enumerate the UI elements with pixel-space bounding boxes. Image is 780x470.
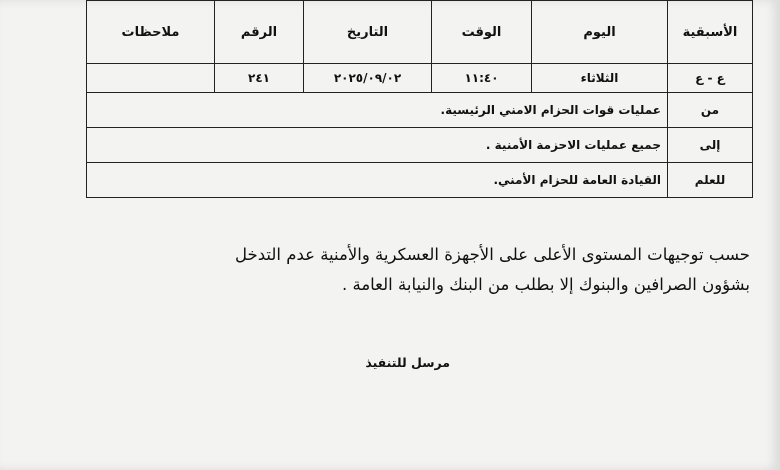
- to-row: [87, 128, 753, 163]
- cc-label: للعلم: [668, 163, 753, 198]
- routing-table: [86, 0, 753, 198]
- from-value: عمليات قوات الحزام الامني الرئيسية.: [87, 93, 668, 128]
- table-values-row: [87, 64, 753, 93]
- date-header: التاريخ: [304, 1, 432, 64]
- time-header: الوقت: [432, 1, 532, 64]
- notes-header: ملاحظات: [87, 1, 215, 64]
- closing-note: مرسل للتنفيذ: [365, 355, 450, 370]
- number-value: ٢٤١: [215, 64, 304, 93]
- memo-body: [60, 240, 750, 300]
- cc-row: [87, 163, 753, 198]
- cc-value: القيادة العامة للحزام الأمني.: [87, 163, 668, 198]
- day-value: الثلاثاء: [532, 64, 668, 93]
- from-row: [87, 93, 753, 128]
- time-value: ١١:٤٠: [432, 64, 532, 93]
- table-header-row: [87, 1, 753, 64]
- priority-header: الأسبقية: [668, 1, 753, 64]
- to-value: جميع عمليات الاحزمة الأمنية .: [87, 128, 668, 163]
- memo-body-line-2: بشؤون الصرافين والبنوك إلا بطلب من البنك والنيابة العامة .: [341, 275, 750, 294]
- memo-body-line-1: حسب توجيهات المستوى الأعلى على الأجهزة العسكرية والأمنية عدم التدخل: [235, 245, 750, 264]
- from-label: من: [668, 93, 753, 128]
- date-value: ٢٠٢٥/٠٩/٠٢: [304, 64, 432, 93]
- to-label: إلى: [668, 128, 753, 163]
- notes-value: [87, 64, 215, 93]
- number-header: الرقم: [215, 1, 304, 64]
- priority-value: ع - ع: [668, 64, 753, 93]
- day-header: اليوم: [532, 1, 668, 64]
